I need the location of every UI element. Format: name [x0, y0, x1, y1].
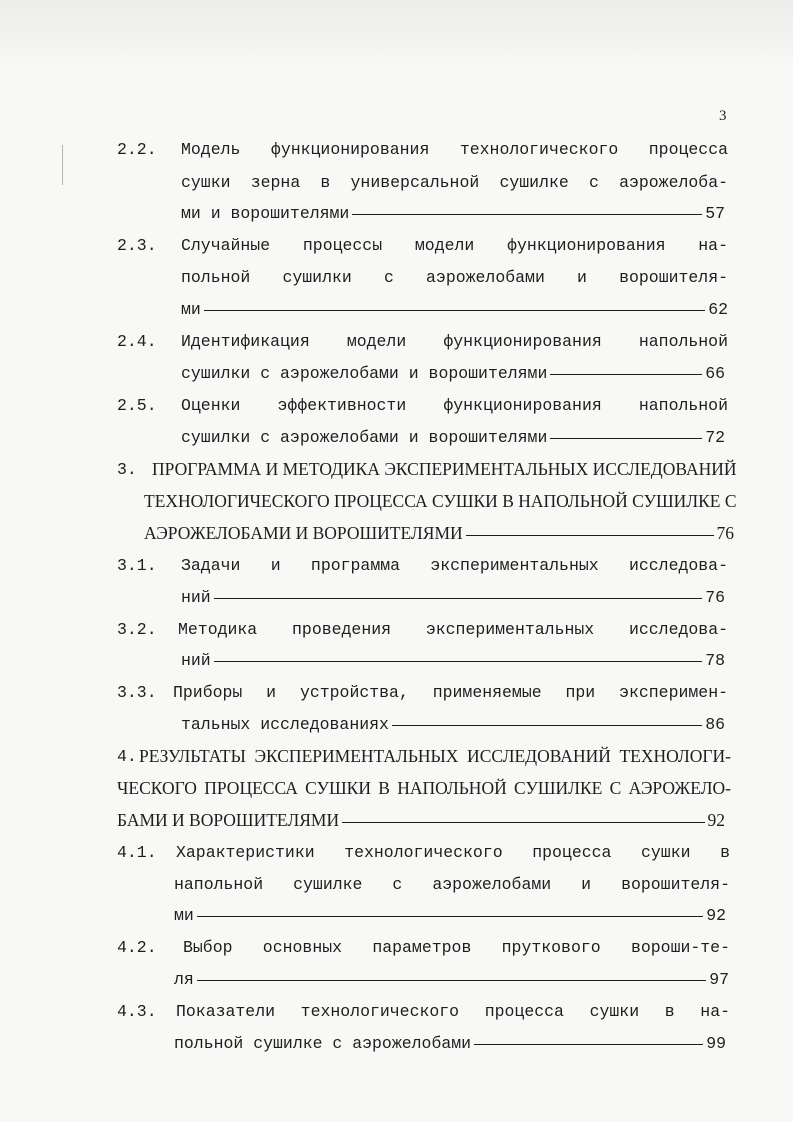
toc-number: 4.3. — [117, 1002, 157, 1021]
toc-entry-text: Показатели технологического процесса сушки в на- — [176, 1002, 730, 1021]
leader-line — [550, 374, 702, 375]
toc-entry-text: БАМИ И ВОРОШИТЕЛЯМИ — [117, 810, 340, 830]
leader-line — [352, 214, 702, 215]
toc-number: 4.2. — [117, 938, 157, 957]
toc-entry-text: Оценки эффективности функционирования напольной — [181, 396, 728, 415]
leader-line — [474, 1044, 703, 1045]
toc-page-number: 57 — [705, 204, 725, 223]
toc-entry-text: сушилки с аэрожелобами и ворошителями — [181, 364, 548, 383]
page-number: 3 — [719, 108, 727, 124]
toc-number: 2.3. — [117, 236, 157, 255]
toc-entry-text: ний — [181, 651, 211, 670]
leader-line — [204, 310, 705, 311]
leader-line — [342, 822, 704, 823]
toc-entry-text: польной сушилке с аэрожелобами — [174, 1034, 472, 1053]
toc-number: 2.5. — [117, 396, 157, 415]
toc-entry-text: Приборы и устройства, применяемые при эксперимен- — [173, 683, 728, 702]
toc-entry-text: Задачи и программа экспериментальных исследова- — [181, 556, 728, 575]
leader-line — [550, 438, 702, 439]
toc-entry-text: Характеристики технологического процесса сушки в — [176, 843, 730, 862]
leader-line — [197, 916, 703, 917]
toc-entry-text: РЕЗУЛЬТАТЫ ЭКСПЕРИМЕНТАЛЬНЫХ ИССЛЕДОВАНИЙ ТЕХНОЛОГИ- — [139, 746, 731, 766]
toc-page-number: 66 — [705, 364, 725, 383]
toc-entry-text: напольной сушилке с аэрожелобами и ворошителя- — [174, 875, 730, 894]
toc-page-number: 78 — [705, 651, 725, 670]
toc-entry-text: ми — [174, 906, 194, 925]
toc-entry-text: сушки зерна в универсальной сушилке с аэрожелоба- — [181, 173, 728, 192]
toc-number: 2.2. — [117, 140, 157, 159]
toc-entry-text: ми — [181, 300, 201, 319]
toc-entry-text: Методика проведения экспериментальных исследова- — [178, 620, 728, 639]
leader-line — [466, 535, 714, 536]
toc-entry-last-line — [174, 969, 729, 991]
toc-entry-text: Выбор основных параметров пруткового вороши-те- — [183, 938, 730, 957]
toc-entry-text: Идентификация модели функционирования напольной — [181, 332, 728, 351]
toc-entry-last-line — [181, 427, 725, 449]
toc-entry-text: Случайные процессы модели функционирования на- — [181, 236, 728, 255]
toc-entry-text: ля — [174, 970, 194, 989]
toc-page-number: 62 — [708, 300, 728, 319]
toc-entry-last-line — [181, 587, 725, 609]
leader-line — [197, 980, 706, 981]
toc-entry-text: сушилки с аэрожелобами и ворошителями — [181, 428, 548, 447]
toc-page-number: 97 — [709, 970, 729, 989]
leader-line — [214, 661, 702, 662]
leader-line — [214, 598, 702, 599]
toc-number: 2.4. — [117, 332, 157, 351]
toc-number: 3.1. — [117, 556, 157, 575]
toc-entry-text: ПРОГРАММА И МЕТОДИКА ЭКСПЕРИМЕНТАЛЬНЫХ ИССЛЕДОВАНИЙ — [152, 459, 737, 479]
leader-line — [392, 725, 702, 726]
toc-entry-last-line — [181, 299, 728, 321]
toc-page-number: 92 — [706, 906, 726, 925]
toc-entry-text: ЧЕСКОГО ПРОЦЕССА СУШКИ В НАПОЛЬНОЙ СУШИЛКЕ С АЭРОЖЕЛО- — [117, 778, 731, 798]
toc-page-number: 72 — [705, 428, 725, 447]
toc-page-number: 76 — [705, 588, 725, 607]
scan-mark — [62, 145, 63, 185]
toc-entry-text: Модель функционирования технологического процесса — [181, 140, 728, 159]
toc-entry-text: АЭРОЖЕЛОБАМИ И ВОРОШИТЕЛЯМИ — [144, 523, 463, 543]
toc-number: 4. — [117, 747, 137, 766]
toc-entry-last-line — [174, 905, 726, 927]
toc-entry-text: ми и ворошителями — [181, 204, 350, 223]
toc-entry-text: ТЕХНОЛОГИЧЕСКОГО ПРОЦЕССА СУШКИ В НАПОЛЬНОЙ СУШИЛКЕ С — [144, 491, 737, 511]
toc-entry-last-line — [181, 203, 725, 225]
toc-page-number: 92 — [707, 810, 725, 830]
toc-entry-text: польной сушилки с аэрожелобами и ворошителя- — [181, 268, 728, 287]
toc-entry-last-line — [174, 1033, 726, 1055]
toc-page-number: 76 — [716, 523, 734, 543]
toc-number: 3.2. — [117, 620, 157, 639]
toc-entry-last-line — [117, 809, 725, 831]
toc-entry-last-line — [181, 650, 725, 672]
toc-entry-text: ний — [181, 588, 211, 607]
page-edge-shadow — [0, 0, 793, 70]
toc-number: 4.1. — [117, 843, 157, 862]
toc-number: 3. — [117, 460, 137, 479]
toc-entry-last-line — [181, 363, 725, 385]
toc-entry-text: тальных исследованиях — [181, 715, 389, 734]
toc-page-number: 99 — [706, 1034, 726, 1053]
toc-entry-last-line — [144, 522, 734, 544]
toc-entry-last-line — [181, 714, 725, 736]
toc-number: 3.3. — [117, 683, 157, 702]
toc-page-number: 86 — [705, 715, 725, 734]
